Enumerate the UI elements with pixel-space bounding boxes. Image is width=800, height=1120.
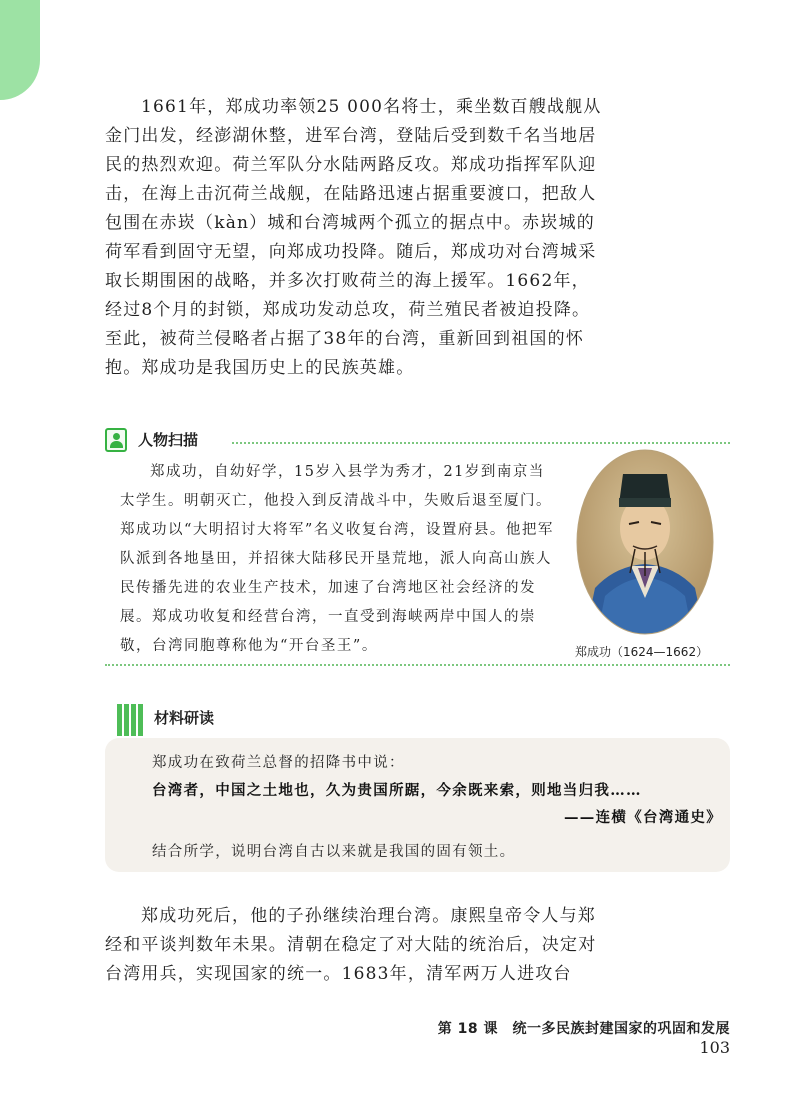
portrait-image <box>575 448 715 636</box>
section-divider-top <box>232 442 730 444</box>
material-quote: 台湾者，中国之土地也，久为贵国所踞，今余既来索，则地当归我…… <box>152 782 642 799</box>
page-footer <box>410 1018 730 1057</box>
chapter-tab <box>0 0 40 100</box>
person-icon <box>105 428 127 452</box>
material-source: ——连横《台湾通史》 <box>564 809 722 826</box>
profile-text: 郑成功，自幼好学，15岁入县学为秀才，21岁到南京当太学生。明朝灭亡，他投入到反清战斗中，失败后退至厦门。郑成功以“大明招讨大将军”名义收复台湾，设置府县。他把军队派到各地垦田，并招徕大陆移民开垦荒地，派人向高山族人民传播先进的农业生产技术，加速了台湾地区社会经济的发展。郑成功收复和经营台湾，一直受到海峡两岸中国人的崇敬，台湾同胞尊称他为“开台圣王”。 <box>120 464 554 654</box>
lesson-title: 第 18 课 统一多民族封建国家的巩固和发展 <box>437 1021 730 1037</box>
material-section-title: 材料研读 <box>154 709 215 727</box>
material-intro: 郑成功在致荷兰总督的招降书中说： <box>152 755 405 771</box>
body-paragraph-2: 郑成功死后，他的子孙继续治理台湾。康熙皇帝令人与郑经和平谈判数年未果。清朝在稳定了对大陆的统治后，决定对台湾用兵，实现国家的统一。1683年，清军两万人进攻台 <box>105 906 597 984</box>
profile-section-title: 人物扫描 <box>138 431 199 449</box>
books-icon <box>117 704 143 736</box>
page-number: 103 <box>699 1038 730 1057</box>
section-divider-bottom <box>105 664 730 666</box>
portrait-caption: 郑成功（1624—1662） <box>575 645 709 659</box>
material-task: 结合所学，说明台湾自古以来就是我国的固有领土。 <box>152 844 516 860</box>
body-paragraph: 1661年，郑成功率领25 000名将士，乘坐数百艘战舰从金门出发，经澎湖休整，进军台湾，登陆后受到数千名当地居民的热烈欢迎。荷兰军队分水陆两路反攻。郑成功指挥军队迎击，在海上击沉荷兰战舰，在陆路迅速占据重要渡口，把敌人包围在赤崁（kàn）城和台湾城两个孤立的据点中。赤崁城的荷军看到固守无望，向郑成功投降。随后，郑成功对台湾城采取长期围困的战略，并多次打败荷兰的海上援军。1662年，经过8个月的封锁，郑成功发动总攻，荷兰殖民者被迫投降。至此，被荷兰侵略者占据了38年的台湾，重新回到祖国的怀抱。郑成功是我国历史上的民族英雄。 <box>105 97 602 378</box>
